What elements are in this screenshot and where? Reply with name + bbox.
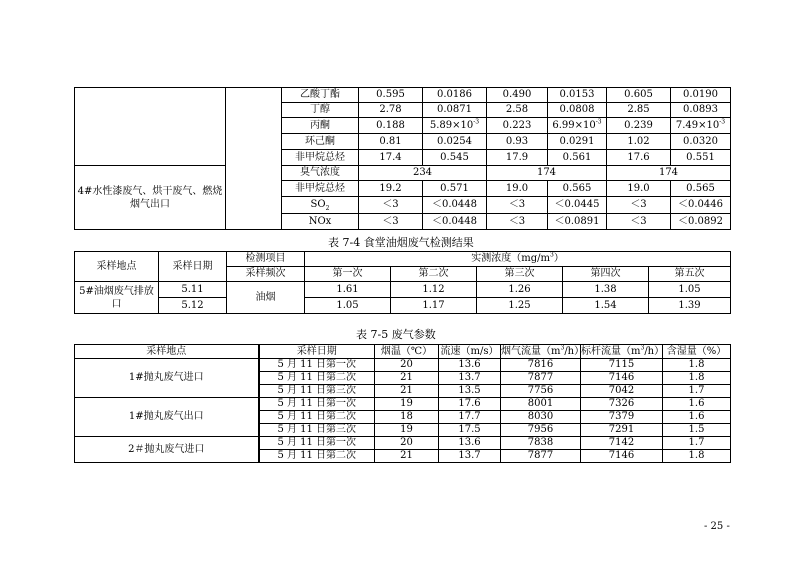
item-cell: 非甲烷总烃 <box>282 150 359 166</box>
value-cell: 17.5 <box>439 424 501 437</box>
value-cell: 17.4 <box>359 150 423 166</box>
value-cell: 7956 <box>501 424 581 437</box>
date-cell: 5 月 11 日第一次 <box>259 359 375 372</box>
table-row <box>75 282 731 298</box>
value-cell: 0.490 <box>487 88 548 103</box>
date-cell: 5 月 11 日第二次 <box>259 372 375 385</box>
subscript: 2 <box>325 205 330 212</box>
value-cell: 0.561 <box>548 150 607 166</box>
value-cell: 19.2 <box>359 181 423 197</box>
header-site: 采样地点 <box>75 345 259 359</box>
table-header-row <box>75 345 731 359</box>
item-cell: 环己酮 <box>282 134 359 150</box>
value-cell: 0.0254 <box>423 134 487 150</box>
value-cell: 0.81 <box>359 134 423 150</box>
table-row <box>75 398 731 411</box>
site-cell: 2＃抛丸废气进口 <box>75 437 259 463</box>
item-cell: 油烟 <box>227 282 305 314</box>
value-cell: 19.0 <box>607 181 671 197</box>
header-concentration <box>305 252 731 267</box>
value-cell: 7142 <box>581 437 663 450</box>
value-cell: 17.9 <box>487 150 548 166</box>
value-cell: 0.93 <box>487 134 548 150</box>
value-cell: ＜3 <box>359 214 423 230</box>
value-cell: 1.17 <box>391 298 477 314</box>
value-cell: ＜0.0891 <box>548 214 607 230</box>
header-date: 采样日期 <box>159 252 227 282</box>
header-flow <box>501 344 585 359</box>
value-cell: 20 <box>375 359 439 372</box>
header-frequency: 采样频次 <box>227 267 305 282</box>
value-cell: 7326 <box>581 398 663 411</box>
table-row <box>75 166 731 181</box>
value-cell: ＜3 <box>607 214 671 230</box>
site-cell: 4#水性漆废气、烘干废气、燃烧烟气出口 <box>75 166 226 230</box>
header-temp: 烟温（℃） <box>375 345 439 359</box>
value-cell: ＜0.0445 <box>548 197 607 214</box>
value-cell <box>671 118 731 134</box>
value-cell: 1.54 <box>563 298 649 314</box>
value-cell: ＜3 <box>607 197 671 214</box>
value-cell <box>548 118 607 134</box>
table-header-row <box>75 252 731 267</box>
value-text: 5.89×10 <box>429 119 474 131</box>
item-cell: 丙酮 <box>282 118 359 134</box>
table-voc-results <box>74 87 731 230</box>
value-cell: 1.39 <box>649 298 731 314</box>
value-cell: 7115 <box>581 359 663 372</box>
date-cell: 5 月 11 日第三次 <box>259 424 375 437</box>
value-cell: 174 <box>607 166 731 181</box>
value-cell: ＜0.0892 <box>671 214 731 230</box>
value-cell: 1.05 <box>305 298 391 314</box>
header-date: 采样日期 <box>259 345 375 359</box>
table-exhaust-params <box>74 344 731 463</box>
blank-cell <box>226 88 282 230</box>
table-row <box>75 88 731 103</box>
value-cell: 1.12 <box>391 282 477 298</box>
header-site: 采样地点 <box>75 252 159 282</box>
table-7-5-caption: 表 7-5 废气参数 <box>356 328 436 341</box>
value-cell: 2.78 <box>359 103 423 118</box>
value-cell: 1.5 <box>663 424 731 437</box>
value-cell: 21 <box>375 385 439 398</box>
value-cell: 13.7 <box>439 450 501 463</box>
value-text: 7.49×10 <box>675 119 720 131</box>
header-flow-text: 烟气流量（m <box>501 345 561 357</box>
header-time: 第一次 <box>305 267 391 282</box>
exponent: -3 <box>473 118 480 126</box>
page-number: - 25 - <box>704 521 730 532</box>
header-std-flow-text: 标杆流量（m <box>581 345 641 357</box>
value-cell: 1.6 <box>663 398 731 411</box>
value-cell: 234 <box>359 166 487 181</box>
value-cell: 13.7 <box>439 372 501 385</box>
value-cell: 19 <box>375 398 439 411</box>
value-cell: 7146 <box>581 450 663 463</box>
value-cell: 21 <box>375 372 439 385</box>
value-cell: 1.7 <box>663 437 731 450</box>
value-cell: 2.85 <box>607 103 671 118</box>
value-cell: 7291 <box>581 424 663 437</box>
table-exhaust-body <box>75 359 731 463</box>
site-cell: 5#油烟废气排放口 <box>75 282 159 314</box>
value-cell: 1.8 <box>663 450 731 463</box>
date-cell: 5.12 <box>159 298 227 314</box>
value-cell: 2.58 <box>487 103 548 118</box>
site-cell-blank <box>75 88 226 166</box>
value-cell: 1.8 <box>663 372 731 385</box>
value-cell: 1.25 <box>477 298 563 314</box>
value-cell: 0.0153 <box>548 88 607 103</box>
value-cell: ＜0.0446 <box>671 197 731 214</box>
value-cell: ＜0.0448 <box>423 197 487 214</box>
header-speed: 流速（m/s） <box>439 345 501 359</box>
value-cell: 0.0871 <box>423 103 487 118</box>
value-cell: 7756 <box>501 385 581 398</box>
value-cell: 0.0291 <box>548 134 607 150</box>
value-cell: ＜3 <box>487 214 548 230</box>
value-cell: 17.6 <box>607 150 671 166</box>
value-cell: 7042 <box>581 385 663 398</box>
value-cell: 0.605 <box>607 88 671 103</box>
date-cell: 5 月 11 日第二次 <box>259 411 375 424</box>
value-cell: 7146 <box>581 372 663 385</box>
value-cell: 8001 <box>501 398 581 411</box>
site-cell: 1#抛丸废气进口 <box>75 359 259 398</box>
value-cell: 19 <box>375 424 439 437</box>
value-cell: 0.571 <box>423 181 487 197</box>
value-cell <box>423 118 487 134</box>
header-std-flow <box>581 345 663 359</box>
value-cell: 1.26 <box>477 282 563 298</box>
item-cell: NOx <box>282 214 359 230</box>
item-text: SO <box>310 199 326 210</box>
date-cell: 5 月 11 日第二次 <box>259 450 375 463</box>
header-concentration-text: 实测浓度（mg/m <box>471 253 550 264</box>
date-cell: 5 月 11 日第一次 <box>259 398 375 411</box>
value-cell: 13.6 <box>439 359 501 372</box>
header-time: 第四次 <box>563 267 649 282</box>
item-cell: 乙酸丁酯 <box>282 88 359 103</box>
value-cell: 7877 <box>501 450 581 463</box>
value-cell: 0.0320 <box>671 134 731 150</box>
header-std-flow-end: /h） <box>644 345 665 357</box>
value-cell: 0.551 <box>671 150 731 166</box>
table-kitchen-fume <box>74 251 731 314</box>
value-cell: 13.6 <box>439 437 501 450</box>
value-cell: 7379 <box>581 411 663 424</box>
header-time: 第二次 <box>391 267 477 282</box>
site-cell: 1#抛丸废气出口 <box>75 398 259 437</box>
header-concentration-end: ） <box>553 253 564 264</box>
value-cell: 1.6 <box>663 411 731 424</box>
value-cell: 0.0893 <box>671 103 731 118</box>
value-cell: 17.7 <box>439 411 501 424</box>
value-cell: 0.239 <box>607 118 671 134</box>
table-row <box>75 359 731 372</box>
value-cell: ＜3 <box>359 197 423 214</box>
value-cell: 0.0808 <box>548 103 607 118</box>
value-cell: 7877 <box>501 372 581 385</box>
value-cell: 0.565 <box>671 181 731 197</box>
item-cell: 丁醇 <box>282 103 359 118</box>
value-cell: 19.0 <box>487 181 548 197</box>
table-7-4-caption: 表 7-4 食堂油烟废气检测结果 <box>328 236 474 249</box>
item-cell: 非甲烷总烃 <box>282 181 359 197</box>
header-moisture: 含湿量（%） <box>663 345 731 359</box>
value-cell: 1.8 <box>663 359 731 372</box>
value-cell: 7838 <box>501 437 581 450</box>
item-cell <box>282 197 359 214</box>
value-cell: 21 <box>375 450 439 463</box>
header-item: 检测项目 <box>227 252 305 267</box>
date-cell: 5 月 11 日第一次 <box>259 437 375 450</box>
item-cell: 臭气浓度 <box>282 166 359 181</box>
header-flow-end: /h） <box>564 345 585 357</box>
value-cell: 174 <box>487 166 607 181</box>
superscript: 3 <box>549 251 554 259</box>
exponent: -3 <box>719 118 726 126</box>
value-cell: 1.02 <box>607 134 671 150</box>
table-row <box>75 298 731 314</box>
value-cell: 8030 <box>501 411 581 424</box>
value-cell: 13.5 <box>439 385 501 398</box>
value-cell: 0.223 <box>487 118 548 134</box>
table-row <box>75 437 731 450</box>
value-text: 6.99×10 <box>552 119 596 131</box>
value-cell: 0.0186 <box>423 88 487 103</box>
value-cell: 0.545 <box>423 150 487 166</box>
value-cell: 1.05 <box>649 282 731 298</box>
exponent: -3 <box>595 118 602 126</box>
value-cell: 1.38 <box>563 282 649 298</box>
value-cell: 17.6 <box>439 398 501 411</box>
superscript: 3 <box>560 344 565 352</box>
value-cell: 7816 <box>501 359 581 372</box>
value-cell: 0.565 <box>548 181 607 197</box>
value-cell: ＜3 <box>487 197 548 214</box>
value-cell: 0.0190 <box>671 88 731 103</box>
value-cell: 20 <box>375 437 439 450</box>
superscript: 3 <box>640 344 645 352</box>
value-cell: 1.7 <box>663 385 731 398</box>
value-cell: 1.61 <box>305 282 391 298</box>
value-cell: 18 <box>375 411 439 424</box>
header-time: 第五次 <box>649 267 731 282</box>
date-cell: 5 月 11 日第三次 <box>259 385 375 398</box>
value-cell: ＜0.0448 <box>423 214 487 230</box>
value-cell: 0.188 <box>359 118 423 134</box>
table-voc-body <box>75 88 731 230</box>
header-time: 第三次 <box>477 267 563 282</box>
value-cell: 0.595 <box>359 88 423 103</box>
date-cell: 5.11 <box>159 282 227 298</box>
